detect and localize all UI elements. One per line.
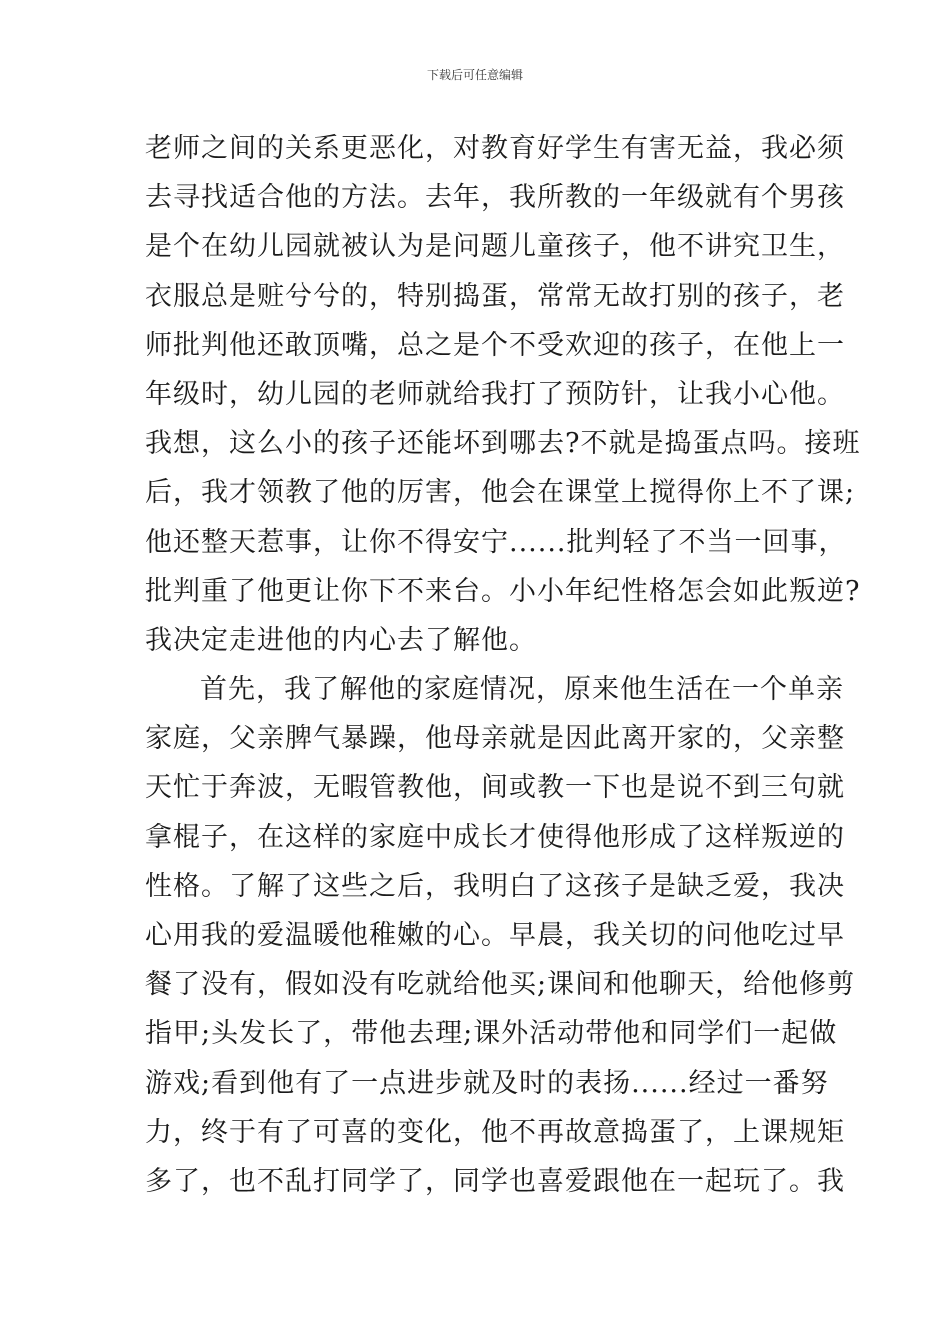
- text-line: 多了，也不乱打同学了，同学也喜爱跟他在一起玩了。我: [145, 1165, 845, 1197]
- text-line: 师批判他还敢顶嘴，总之是个不受欢迎的孩子，在他上一: [145, 329, 845, 361]
- text-line: 后，我才领教了他的厉害，他会在课堂上搅得你上不了课;: [145, 477, 856, 509]
- text-line: 家庭，父亲脾气暴躁，他母亲就是因此离开家的，父亲整: [145, 723, 845, 755]
- text-line: 老师之间的关系更恶化，对教育好学生有害无益，我必须: [145, 133, 845, 164]
- text-line: 拿棍子，在这样的家庭中成长才使得他形成了这样叛逆的: [145, 821, 845, 853]
- text-line: 餐了没有，假如没有吃就给他买;课间和他聊天，给他修剪: [145, 969, 856, 1001]
- text-line: 他还整天惹事，让你不得安宁......批判轻了不当一回事，: [145, 526, 847, 558]
- text-line: 力，终于有了可喜的变化，他不再故意捣蛋了，上课规矩: [145, 1116, 845, 1148]
- text-line: 天忙于奔波，无暇管教他，间或教一下也是说不到三句就: [145, 772, 845, 804]
- page-header: 下载后可任意编辑: [426, 68, 523, 82]
- text-line: 指甲;头发长了，带他去理;课外活动带他和同学们一起做: [145, 1018, 838, 1050]
- text-line: 年级时，幼儿园的老师就给我打了预防针，让我小心他。: [145, 378, 845, 410]
- text-line: 衣服总是赃兮兮的，特别捣蛋，常常无故打别的孩子，老: [145, 280, 845, 312]
- text-line: 游戏;看到他有了一点进步就及时的表扬......经过一番努: [145, 1067, 829, 1099]
- text-line: 批判重了他更让你下不来台。小小年纪性格怎会如此叛逆?: [145, 575, 861, 607]
- text-line: 是个在幼儿园就被认为是问题儿童孩子，他不讲究卫生，: [145, 231, 845, 263]
- text-line: 我想，这么小的孩子还能坏到哪去?不就是捣蛋点吗。接班: [145, 428, 861, 460]
- text-line: 心用我的爱温暖他稚嫩的心。早晨，我关切的问他吃过早: [145, 920, 845, 951]
- paragraph-first-line: 首先，我了解他的家庭情况，原来他生活在一个单亲: [200, 674, 844, 706]
- text-line: 去寻找适合他的方法。去年，我所教的一年级就有个男孩: [145, 182, 845, 214]
- text-line: 我决定走进他的内心去了解他。: [145, 624, 537, 656]
- text-line: 性格。了解了这些之后，我明白了这孩子是缺乏爱，我决: [145, 870, 845, 902]
- body-text: [145, 124, 861, 1206]
